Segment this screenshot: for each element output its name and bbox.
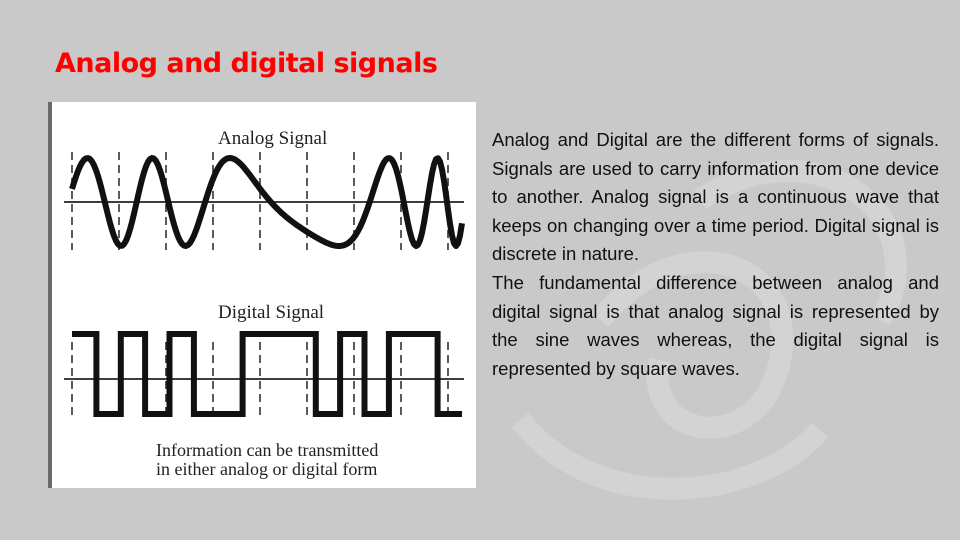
caption-line-2: in either analog or digital form xyxy=(156,459,378,479)
caption-line-1: Information can be transmitted xyxy=(156,440,379,460)
signal-diagram xyxy=(52,102,476,488)
paragraph-2: The fundamental difference between analog and digital signal is that analog signal is represented by the sine waves whereas, the digital signal is represented by square waves. xyxy=(492,271,939,379)
paragraph-1: Analog and Digital are the different forms of signals. Signals are used to carry information from one device to another. Analog signal is a continuous wave that keeps on changing over a time period. Digital signal is discrete in nature. xyxy=(492,129,939,265)
digital-square-wave xyxy=(72,334,462,414)
slide-title: Analog and digital signals xyxy=(55,48,438,79)
digital-signal-label: Digital Signal xyxy=(218,302,325,323)
signal-figure xyxy=(48,102,476,488)
analog-signal-label: Analog Signal xyxy=(218,128,328,149)
description-text xyxy=(492,126,939,383)
